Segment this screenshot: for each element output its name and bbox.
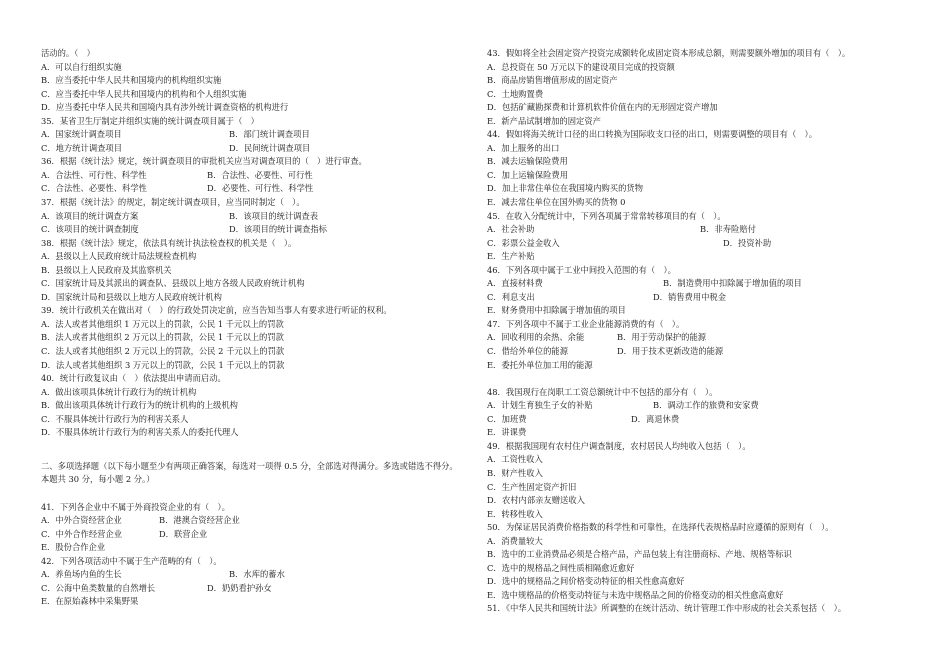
option-d: D．国家统计局和县级以上地方人民政府统计机构: [41, 291, 222, 302]
option-b: B．部门统计调查项目: [229, 129, 310, 140]
option-c: C．加班费: [487, 413, 527, 424]
option-e: E．生产补贴: [487, 251, 535, 262]
option-d: D．投资补助: [723, 237, 772, 248]
option-b: B．商品房销售增值形成的固定资产: [487, 75, 618, 86]
question-47-options-row-2: [487, 345, 932, 359]
option-d: D．应当委托中华人民共和国境内具有涉外统计调查资格的机构进行: [41, 102, 289, 113]
question-43-stem: 43．假如将全社会固定资产投资完成额转化成固定资本形成总额，则需要额外增加的项目有（ ）。: [487, 48, 851, 58]
question-36-stem: 36．根据《统计法》规定，统计调查项目的审批机关应当对调查项目的（ ）进行审查。: [41, 156, 367, 167]
option-b: B．非寿险赔付: [700, 224, 756, 235]
option-c: C．土地购置费: [487, 88, 544, 99]
option-b: B．用于劳动保护的能源: [617, 332, 707, 343]
option-a: A．国家统计调查项目: [41, 129, 122, 140]
option-e: E．选中规格品的价格变动特征与未选中规格品之间的价格变动的相关性愈高愈好: [487, 589, 784, 600]
option-c: C．选中的规格品之间性质相隔愈近愈好: [487, 562, 635, 573]
question-35-options-row-1: [41, 128, 461, 142]
option-a: A．消费量较大: [487, 535, 543, 546]
option-e: E．股份合作企业: [41, 542, 106, 553]
option-e: E．减去常住单位在国外购买的货物 0: [487, 197, 626, 208]
question-48-options-row-2: [487, 413, 932, 427]
option-b: B．选中的工业消费品必须是合格产品，产品包装上有注册商标、产地、规格等标识: [487, 549, 792, 560]
option-b: B．县级以上人民政府及其监察机关: [41, 264, 172, 275]
option-a: A．养鱼场内鱼的生长: [41, 569, 122, 580]
question-42-options-row-2: [41, 582, 461, 596]
question-45-options-row-2: [487, 237, 932, 251]
option-b: B．合法性、必要性、可行性: [207, 169, 313, 180]
question-continuation: 活动的。（ ）: [41, 48, 95, 58]
question-35-options-row-2: [41, 142, 461, 156]
question-48-options-row-1: [487, 399, 932, 413]
option-b: B．减去运输保险费用: [487, 156, 568, 167]
question-47-stem: 47．下列各项中不属于工业企业能源消费的有（ ）。: [487, 318, 685, 329]
option-a: A．工资性收入: [487, 454, 543, 465]
question-37-options-row-2: [41, 223, 461, 237]
option-d: D．必要性、可行性、科学性: [207, 183, 314, 194]
option-c: C．该项目的统计调查制度: [41, 224, 139, 235]
question-46-options-row-2: [487, 291, 932, 305]
option-c: C．借给外单位的能源: [487, 346, 569, 357]
option-c: C．国家统计局及其派出的调查队、县级以上地方各级人民政府统计机构: [41, 278, 305, 289]
question-40-stem: 40．统计行政复议由（ ）依法提出申请而启动。: [41, 373, 226, 384]
question-46-stem: 46．下列各项中属于工业中间投入范围的有（ ）。: [487, 264, 676, 275]
question-48-stem: 48．我国现行在岗职工工资总额统计中不包括的部分有（ ）。: [487, 386, 718, 397]
question-47-options-row-1: [487, 331, 932, 345]
option-d: D．民间统计调查项目: [229, 142, 311, 153]
spacer: [41, 440, 461, 460]
spacer: [41, 487, 461, 501]
option-d: D．该项目的统计调查指标: [229, 224, 327, 235]
question-35-stem: 35．某省卫生厅制定并组织实施的统计调查项目属于（ ）: [41, 115, 259, 126]
question-41-stem: 41．下列各企业中不属于外商投资企业的有（ ）。: [41, 501, 230, 512]
question-46-options-row-1: [487, 277, 932, 291]
question-51-stem: 51．《中华人民共和国统计法》所调整的在统计活动、统计管理工作中形成的社会关系包括（ ）。: [487, 603, 847, 614]
option-c: C．彩票公益金收入: [487, 237, 560, 248]
option-d: D．选中的规格品之间价格变动特征的相关性愈高愈好: [487, 576, 685, 587]
option-e: E．委托外单位加工用的能源: [487, 359, 593, 370]
option-d: D．联营企业: [159, 528, 208, 539]
option-a: A．县级以上人民政府统计局法规检查机构: [41, 251, 197, 262]
question-42-options-row-1: [41, 568, 461, 582]
option-d: D．离退休费: [631, 413, 680, 424]
option-d: D．奶奶看护孙女: [207, 582, 272, 593]
question-37-stem: 37．根据《统计法》的规定，制定统计调查项目，应当同时制定（ ）。: [41, 197, 305, 208]
option-c: C．地方统计调查项目: [41, 142, 123, 153]
option-e: E．转移性收入: [487, 508, 543, 519]
option-b: B．调动工作的旅费和安家费: [653, 400, 759, 411]
option-c: C．利息支出: [487, 291, 535, 302]
option-c: C．生产性固定资产折旧: [487, 481, 577, 492]
option-e: E．新产品试制增加的固定资产: [487, 115, 601, 126]
spacer: [487, 372, 932, 386]
question-44-stem: 44．假如将海关统计口径的出口转换为国际收支口径的出口，则需要调整的项目有（ ）。: [487, 129, 817, 140]
option-b: B．制造费用中扣除属于增加值的项目: [663, 278, 802, 289]
option-b: B．港澳合资经营企业: [159, 515, 240, 526]
option-a: A．加上服务的出口: [487, 142, 560, 153]
option-b: B．财产性收入: [487, 467, 543, 478]
option-a: A．直接材料费: [487, 278, 543, 289]
option-c: C．公海中鱼类数量的自然增长: [41, 582, 156, 593]
option-d: D．包括矿藏勘探费和计算机软件价值在内的无形固定资产增加: [487, 102, 718, 113]
option-e: E．财务费用中扣除属于增加值的项目: [487, 305, 626, 316]
question-36-options-row-1: [41, 169, 461, 183]
right-column: [487, 47, 932, 616]
question-41-options-row-1: [41, 514, 461, 528]
question-45-stem: 45．在收入分配统计中，下列各项属于常常转移项目的有（ ）。: [487, 210, 726, 221]
option-e: E．在原始森林中采集野果: [41, 596, 139, 607]
question-50-stem: 50．为保证居民消费价格指数的科学性和可靠性，在选择代表规格品时应遵循的原则有（ ）。: [487, 522, 834, 533]
question-49-stem: 49．根据我国现有农村住户调查制度，农村居民人均纯收入包括（ ）。: [487, 440, 751, 451]
option-a: A．可以自行组织实施: [41, 61, 122, 72]
option-b: B．该项目的统计调查表: [229, 210, 319, 221]
option-a: A．中外合资经营企业: [41, 515, 122, 526]
section-2-heading: 二、多项选择题（以下每小题至少有两项正确答案，每选对一项得 0.5 分，全部选对得满分。多选或错选不得分。本题共 30 分，每小题 2 分。）: [41, 460, 458, 485]
question-39-stem: 39．统计行政机关在做出对（ ）的行政处罚决定前，应当告知当事人有要求进行听证的权利。: [41, 305, 392, 316]
option-e: E．讲课费: [487, 427, 527, 438]
option-d: D．加上非常住单位在我国境内购买的货物: [487, 183, 643, 194]
question-37-options-row-1: [41, 210, 461, 224]
option-d: D．用于技术更新改造的能源: [617, 346, 724, 357]
option-d: D．不服具体统计行政行为的利害关系人的委托代理人: [41, 427, 239, 438]
question-36-options-row-2: [41, 182, 461, 196]
option-b: B．水库的蓄水: [229, 569, 285, 580]
option-a: A．做出该项具体统计行政行为的统计机构: [41, 386, 197, 397]
option-d: D．销售费用中税金: [653, 291, 727, 302]
option-b: B．法人或者其他组织 2 万元以上的罚款，公民 1 千元以上的罚款: [41, 332, 284, 343]
left-column: [41, 47, 461, 609]
question-42-stem: 42．下列各项活动中不属于生产范畴的有（ ）。: [41, 555, 222, 566]
option-c: C．法人或者其他组织 2 万元以上的罚款，公民 2 千元以上的罚款: [41, 346, 285, 357]
option-a: A．社会补助: [487, 224, 535, 235]
option-a: A．合法性、可行性、科学性: [41, 169, 147, 180]
option-a: A．该项目的统计调查方案: [41, 210, 139, 221]
question-45-options-row-1: [487, 223, 932, 237]
option-b: B．应当委托中华人民共和国境内的机构组织实施: [41, 75, 222, 86]
question-38-stem: 38．根据《统计法》规定，依法具有统计执法检查权的机关是（ ）。: [41, 237, 297, 248]
option-c: C．合法性、必要性、科学性: [41, 183, 147, 194]
option-c: C．加上运输保险费用: [487, 169, 569, 180]
option-c: C．不服具体统计行政行为的利害关系人: [41, 413, 189, 424]
option-a: A．回收利用的余热、余能: [487, 332, 585, 343]
option-c: C．应当委托中华人民共和国境内的机构和个人组织实施: [41, 88, 247, 99]
option-a: A．法人或者其他组织 1 万元以上的罚款，公民 1 千元以上的罚款: [41, 318, 284, 329]
option-a: A．总投资在 50 万元以下的建设项目完成的投资额: [487, 61, 675, 72]
question-41-options-row-2: [41, 528, 461, 542]
option-d: D．法人或者其他组织 3 万元以上的罚款，公民 1 千元以上的罚款: [41, 359, 285, 370]
option-d: D．农村内部亲友赠送收入: [487, 495, 585, 506]
option-a: A．计划生育独生子女的补贴: [487, 400, 593, 411]
option-c: C．中外合作经营企业: [41, 528, 123, 539]
option-b: B．做出该项具体统计行政行为的统计机构的上级机构: [41, 400, 238, 411]
